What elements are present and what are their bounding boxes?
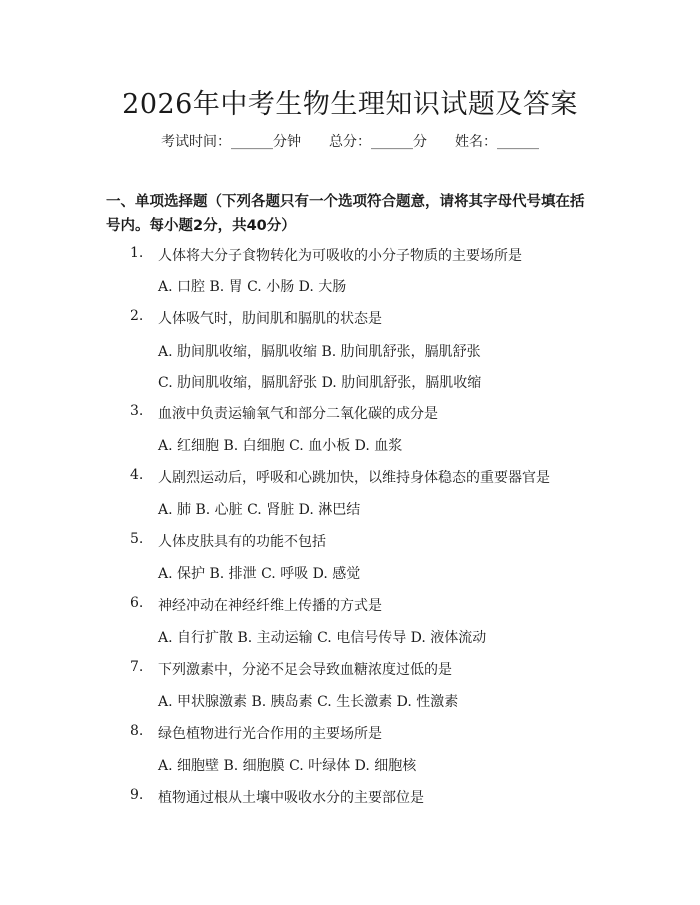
student-name: 姓名：______ — [455, 134, 539, 150]
question-number: 2. — [130, 308, 144, 324]
question-stem: 人体吸气时，肋间肌和膈肌的状态是 — [158, 311, 382, 327]
question-options: A. 甲状腺激素 B. 胰岛素 C. 生长激素 D. 性激素 — [158, 694, 459, 710]
question-number: 8. — [130, 723, 144, 739]
question-options: A. 肺 B. 心脏 C. 肾脏 D. 淋巴结 — [158, 502, 361, 518]
section-heading: 一、单项选择题（下列各题只有一个选项符合题意，请将其字母代号填在括号内。每小题2分，共40分） — [106, 194, 585, 234]
question-options: C. 肋间肌收缩，膈肌舒张 D. 肋间肌舒张，膈肌收缩 — [158, 375, 482, 391]
exam-total-score: 总分：______分 — [329, 134, 427, 150]
question-stem: 神经冲动在神经纤维上传播的方式是 — [158, 598, 382, 614]
question-options: A. 肋间肌收缩，膈肌收缩 B. 肋间肌舒张，膈肌舒张 — [158, 344, 481, 360]
question-number: 3. — [130, 403, 144, 419]
question-options: A. 自行扩散 B. 主动运输 C. 电信号传导 D. 液体流动 — [158, 630, 487, 646]
question-stem: 人剧烈运动后，呼吸和心跳加快，以维持身体稳态的重要器官是 — [158, 470, 550, 486]
exam-time: 考试时间：______分钟 — [161, 134, 301, 150]
page-title: 2026年中考生物生理知识试题及答案 — [122, 89, 578, 120]
question-stem: 人体皮肤具有的功能不包括 — [158, 534, 326, 550]
question-number: 7. — [130, 659, 144, 675]
question-number: 4. — [130, 467, 144, 483]
question-number: 9. — [130, 787, 144, 803]
question-stem: 人体将大分子食物转化为可吸收的小分子物质的主要场所是 — [158, 248, 522, 264]
question-stem: 植物通过根从土壤中吸收水分的主要部位是 — [158, 790, 424, 806]
exam-meta — [0, 131, 700, 151]
question-stem: 绿色植物进行光合作用的主要场所是 — [158, 726, 382, 742]
question-options: A. 保护 B. 排泄 C. 呼吸 D. 感觉 — [158, 566, 361, 582]
question-number: 6. — [130, 595, 144, 611]
question-number: 5. — [130, 531, 144, 547]
question-stem: 血液中负责运输氧气和部分二氧化碳的成分是 — [158, 406, 438, 422]
question-options: A. 红细胞 B. 白细胞 C. 血小板 D. 血浆 — [158, 438, 403, 454]
question-number: 1. — [130, 245, 144, 261]
question-options: A. 口腔 B. 胃 C. 小肠 D. 大肠 — [158, 279, 347, 295]
question-stem: 下列激素中，分泌不足会导致血糖浓度过低的是 — [158, 662, 452, 678]
question-options: A. 细胞壁 B. 细胞膜 C. 叶绿体 D. 细胞核 — [158, 758, 417, 774]
